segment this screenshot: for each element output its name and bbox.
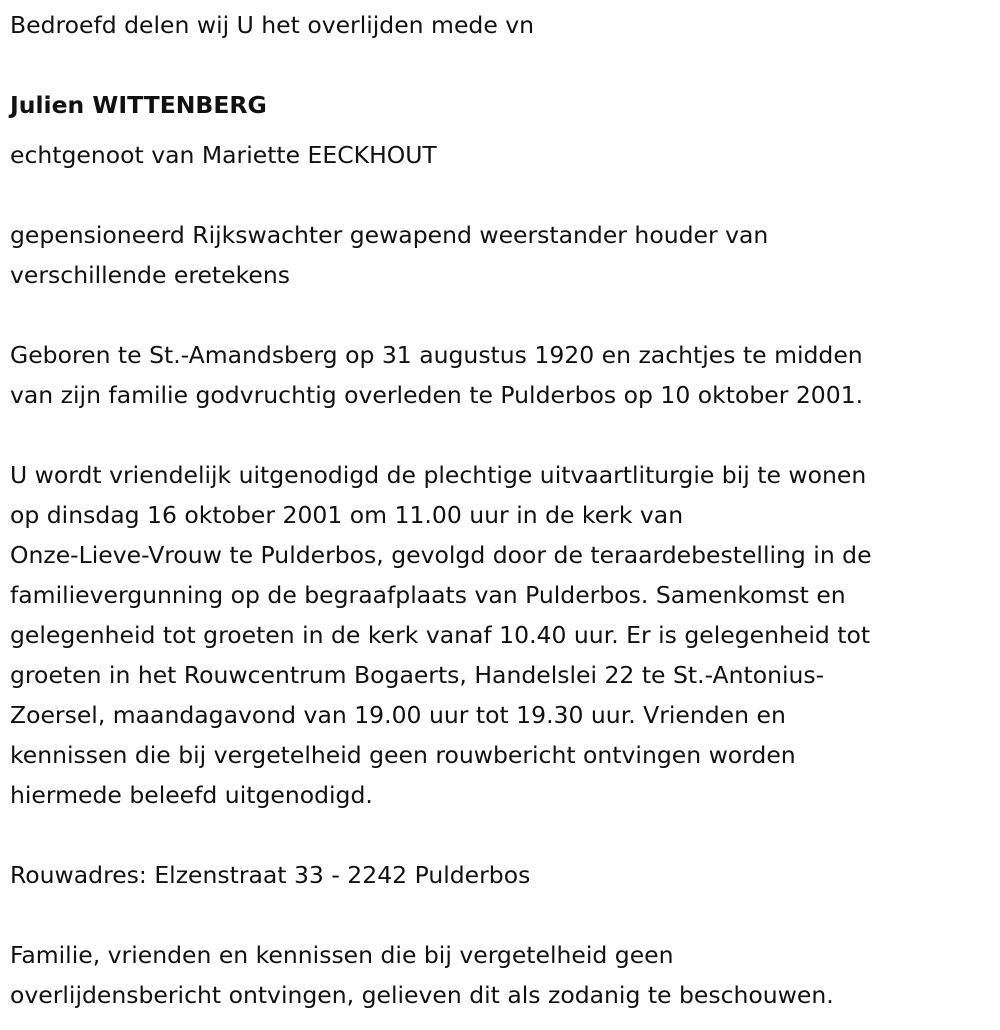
text-line: groeten in het Rouwcentrum Bogaerts, Handelslei 22 te St.-Antonius- — [10, 661, 825, 689]
text-line: verschillende eretekens — [10, 261, 290, 289]
text-line: hiermede beleefd uitgenodigd. — [10, 781, 373, 809]
name-block — [10, 85, 995, 175]
mourning-address: Rouwadres: Elzenstraat 33 - 2242 Pulderbos — [10, 861, 531, 889]
occupation-paragraph — [10, 215, 995, 295]
text-line: overlijdensbericht ontvingen, gelieven dit als zodanig te beschouwen. — [10, 981, 834, 1009]
text-line: gepensioneerd Rijkswachter gewapend weerstander houder van — [10, 221, 769, 249]
address-paragraph — [10, 855, 995, 895]
intro-text: Bedroefd delen wij U het overlijden mede vn — [10, 11, 535, 39]
funeral-paragraph — [10, 455, 995, 815]
deceased-name: Julien WITTENBERG — [10, 91, 267, 119]
text-line: Zoersel, maandagavond van 19.00 uur tot 19.30 uur. Vrienden en — [10, 701, 786, 729]
spouse-line: echtgenoot van Mariette EECKHOUT — [10, 141, 437, 169]
text-line: U wordt vriendelijk uitgenodigd de plechtige uitvaartliturgie bij te wonen — [10, 461, 867, 489]
text-line: Familie, vrienden en kennissen die bij vergetelheid geen — [10, 941, 674, 969]
text-line: van zijn familie godvruchtig overleden te Pulderbos op 10 oktober 2001. — [10, 381, 864, 409]
text-line: familievergunning op de begraafplaats van Pulderbos. Samenkomst en — [10, 581, 846, 609]
text-line: Onze-Lieve-Vrouw te Pulderbos, gevolgd door de teraardebestelling in de — [10, 541, 872, 569]
intro-paragraph — [10, 5, 995, 45]
closing-paragraph — [10, 935, 995, 1015]
text-line: kennissen die bij vergetelheid geen rouwbericht ontvingen worden — [10, 741, 796, 769]
text-line: op dinsdag 16 oktober 2001 om 11.00 uur in de kerk van — [10, 501, 684, 529]
text-line: Geboren te St.-Amandsberg op 31 augustus 1920 en zachtjes te midden — [10, 341, 863, 369]
obituary-notice — [10, 5, 995, 1015]
birth-death-paragraph — [10, 335, 995, 415]
text-line: gelegenheid tot groeten in de kerk vanaf 10.40 uur. Er is gelegenheid tot — [10, 621, 871, 649]
